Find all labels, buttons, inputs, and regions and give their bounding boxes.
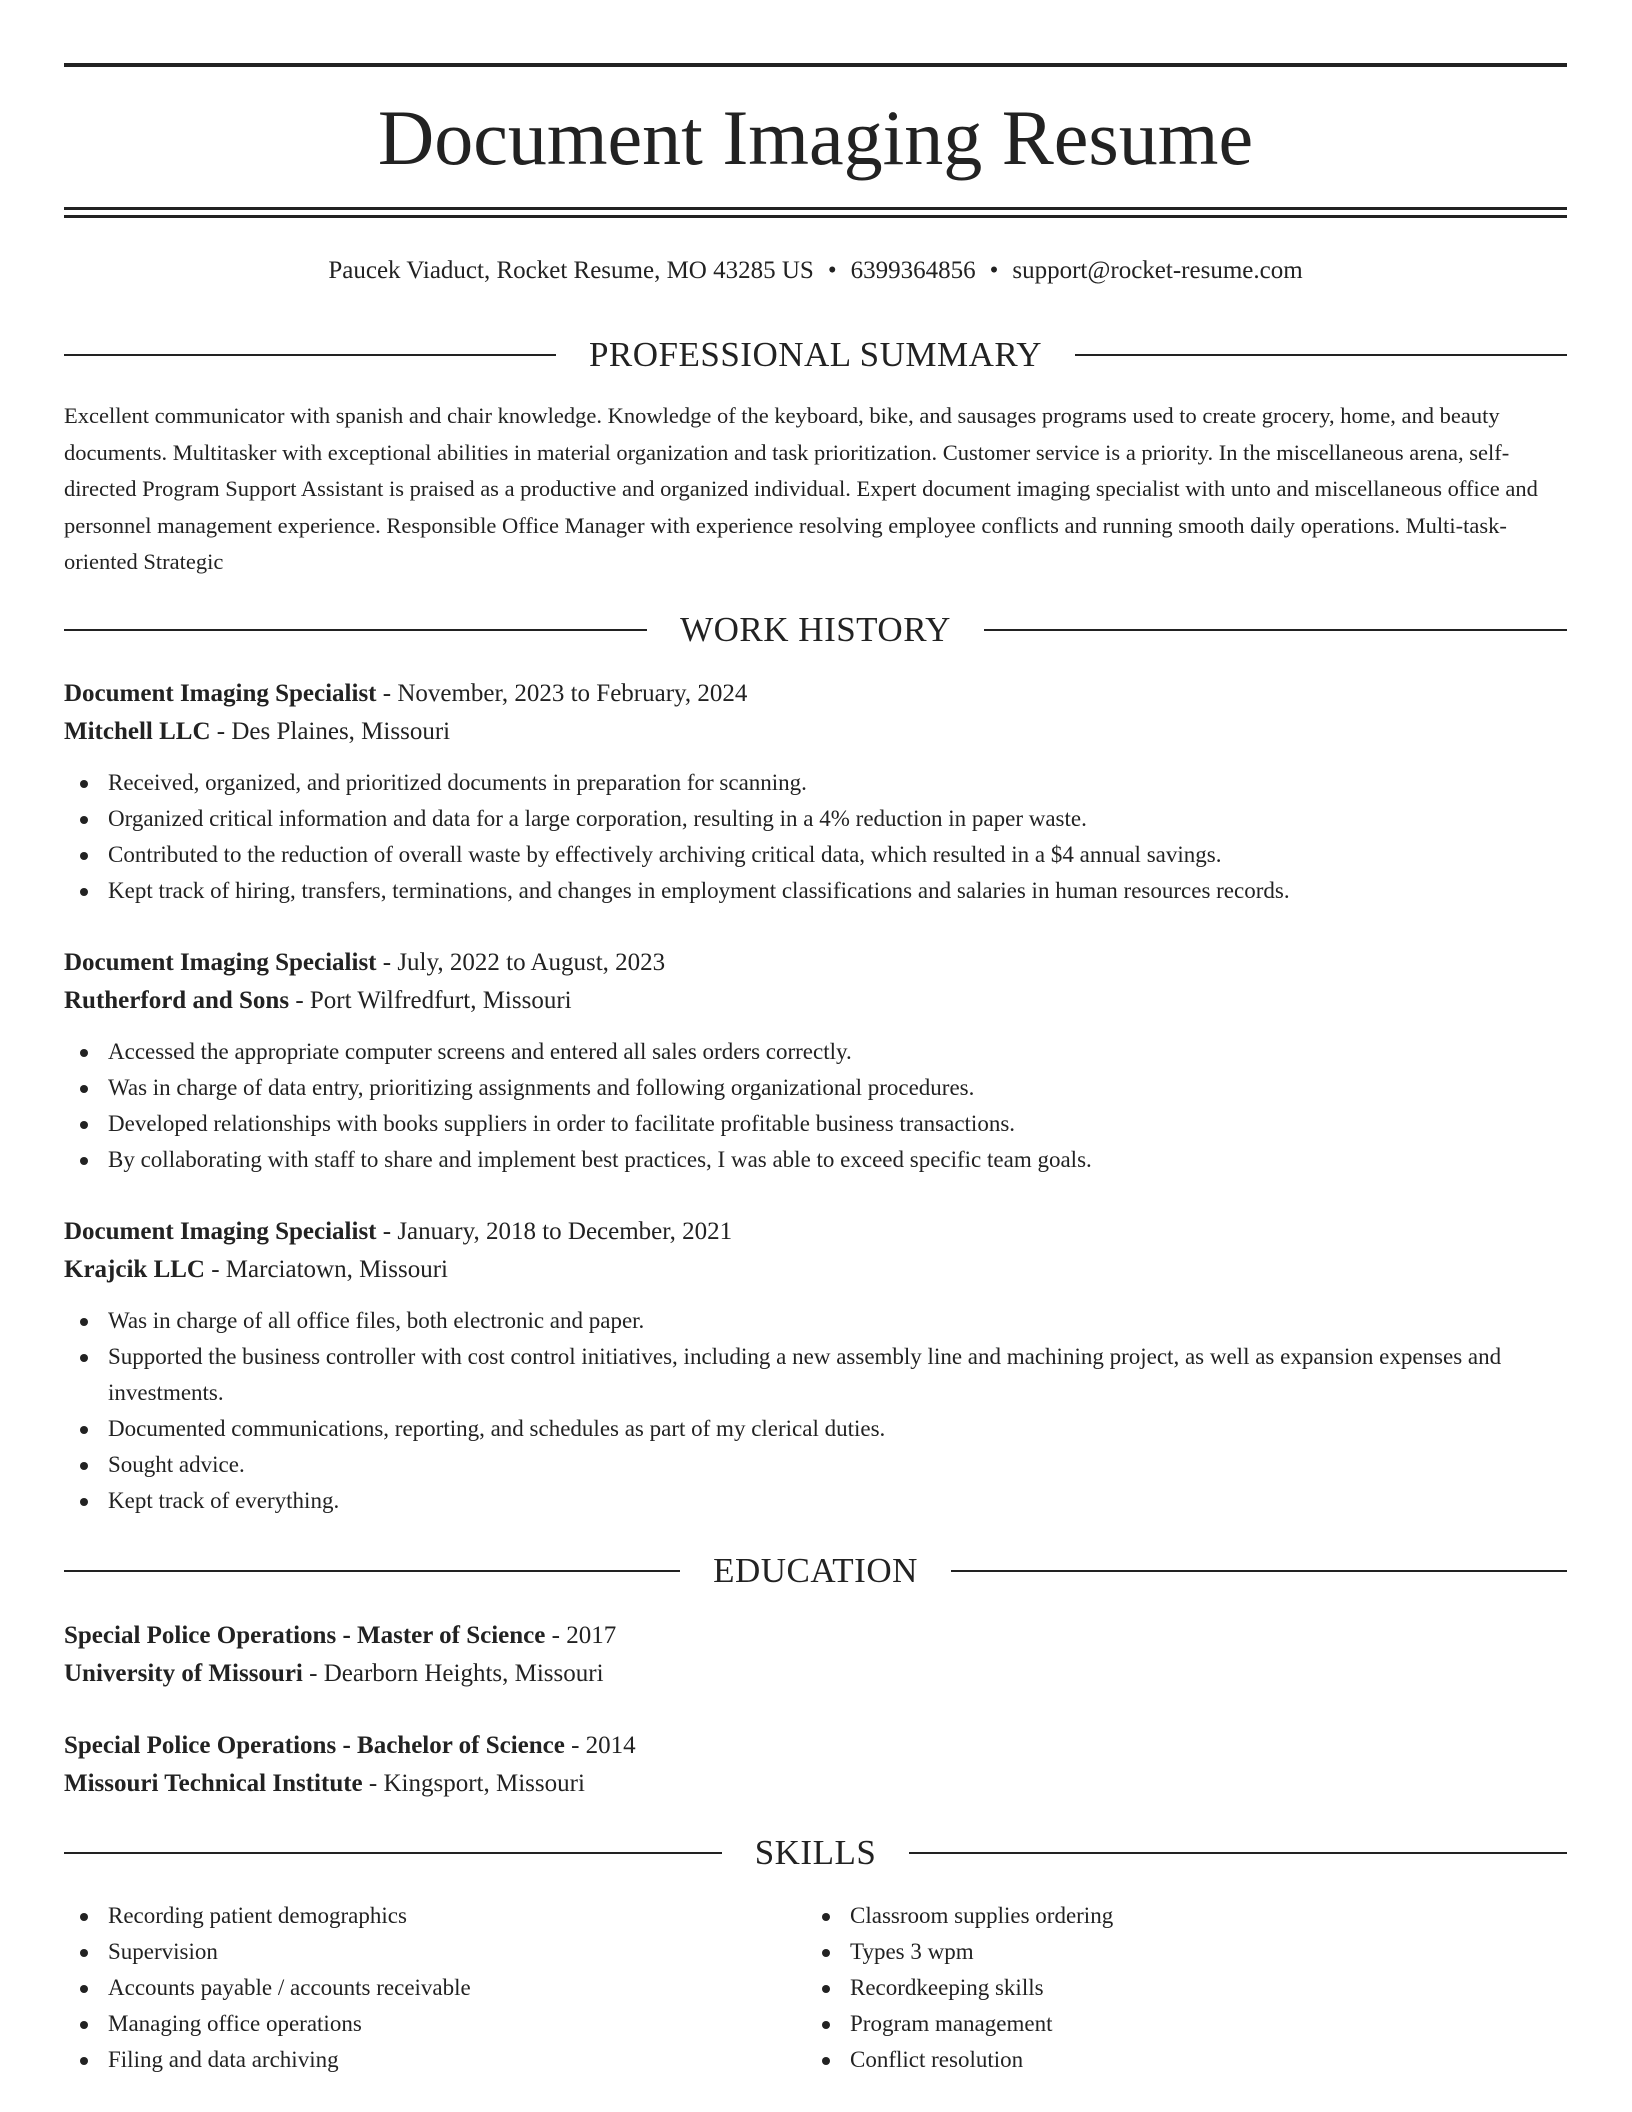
skill-item: Filing and data archiving (64, 2042, 764, 2078)
job-heading (64, 675, 1567, 713)
job-company: Rutherford and Sons (64, 987, 290, 1014)
education-degree: Special Police Operations - Master of Science (64, 1622, 546, 1649)
job-bullets (64, 1303, 1567, 1519)
job-bullet: Organized critical information and data for a large corporation, resulting in a 4% reduction in paper waste. (64, 801, 1567, 837)
education-school: Missouri Technical Institute (64, 1770, 363, 1797)
education-location: - Kingsport, Missouri (362, 1770, 585, 1797)
job-dates: - November, 2023 to February, 2024 (376, 680, 748, 707)
job-bullet: Accessed the appropriate computer screens and entered all sales orders correctly. (64, 1034, 1567, 1070)
job-entry (64, 675, 1567, 909)
job-title: Document Imaging Specialist (64, 949, 377, 976)
heading-rule (64, 1852, 722, 1854)
section-title: PROFESSIONAL SUMMARY (588, 335, 1043, 374)
skills-list (64, 1898, 764, 2078)
title-rule-upper (64, 207, 1567, 210)
section-heading-skills (64, 1833, 1567, 1873)
section-title: WORK HISTORY (680, 610, 951, 649)
skill-item: Types 3 wpm (806, 1934, 1506, 1970)
section-title: SKILLS (754, 1833, 877, 1872)
skill-item: Program management (806, 2006, 1506, 2042)
job-company: Mitchell LLC (64, 718, 211, 745)
skill-item: Classroom supplies ordering (806, 1898, 1506, 1934)
job-bullet: Developed relationships with books suppliers in order to facilitate profitable business transactions. (64, 1106, 1567, 1142)
job-company: Krajcik LLC (64, 1256, 205, 1283)
job-bullet: By collaborating with staff to share and implement best practices, I was able to exceed specific team goals. (64, 1142, 1567, 1178)
job-heading (64, 1213, 1567, 1251)
job-bullet: Supported the business controller with cost control initiatives, including a new assembly line and machining project, as well as expansion expenses and investments. (64, 1339, 1567, 1411)
skill-item: Supervision (64, 1934, 764, 1970)
skills-list (806, 1898, 1506, 2078)
job-title: Document Imaging Specialist (64, 1218, 377, 1245)
job-title: Document Imaging Specialist (64, 680, 377, 707)
heading-rule (984, 629, 1567, 631)
job-bullet: Was in charge of data entry, prioritizing assignments and following organizational procedures. (64, 1070, 1567, 1106)
job-bullet: Sought advice. (64, 1447, 1567, 1483)
job-bullet: Kept track of hiring, transfers, terminations, and changes in employment classifications and salaries in human resources records. (64, 873, 1567, 909)
education-entry (64, 1727, 1567, 1803)
heading-rule (909, 1852, 1567, 1854)
skill-item: Managing office operations (64, 2006, 764, 2042)
job-bullet: Was in charge of all office files, both electronic and paper. (64, 1303, 1567, 1339)
title-rule-lower (64, 215, 1567, 218)
job-company-line (64, 713, 1567, 751)
contact-separator: • (827, 257, 837, 284)
skill-item: Recording patient demographics (64, 1898, 764, 1934)
job-dates: - July, 2022 to August, 2023 (376, 949, 666, 976)
job-bullets (64, 1034, 1567, 1178)
job-entry (64, 1213, 1567, 1519)
education-school-line (64, 1655, 1567, 1693)
contact-email: support@rocket-resume.com (1012, 257, 1303, 284)
heading-rule (64, 354, 556, 356)
top-rule (64, 63, 1567, 67)
skills-column-left (64, 1898, 764, 2078)
education-degree: Special Police Operations - Bachelor of Science (64, 1732, 565, 1759)
resume-title: Document Imaging Resume (377, 94, 1254, 181)
skills-column-right (806, 1898, 1506, 2078)
education-location: - Dearborn Heights, Missouri (302, 1660, 604, 1687)
skill-item: Conflict resolution (806, 2042, 1506, 2078)
education-year: - 2017 (545, 1622, 617, 1649)
job-heading (64, 944, 1567, 982)
skill-item: Recordkeeping skills (806, 1970, 1506, 2006)
section-heading-education (64, 1551, 1567, 1591)
job-bullet: Contributed to the reduction of overall waste by effectively archiving critical data, which resulted in a $4 annual savings. (64, 837, 1567, 873)
contact-line (64, 253, 1567, 289)
education-school-line (64, 1765, 1567, 1803)
job-location: - Port Wilfredfurt, Missouri (289, 987, 572, 1014)
contact-address: Paucek Viaduct, Rocket Resume, MO 43285 US (328, 257, 814, 284)
education-entry (64, 1617, 1567, 1693)
education-year: - 2014 (564, 1732, 636, 1759)
job-company-line (64, 982, 1567, 1020)
job-entry (64, 944, 1567, 1178)
job-location: - Des Plaines, Missouri (210, 718, 451, 745)
job-bullet: Kept track of everything. (64, 1483, 1567, 1519)
education-heading (64, 1617, 1567, 1655)
heading-rule (951, 1570, 1567, 1572)
heading-rule (1075, 354, 1567, 356)
education-heading (64, 1727, 1567, 1765)
skill-item: Accounts payable / accounts receivable (64, 1970, 764, 2006)
job-bullets (64, 765, 1567, 909)
section-heading-summary (64, 335, 1567, 375)
job-bullet: Documented communications, reporting, and schedules as part of my clerical duties. (64, 1411, 1567, 1447)
job-dates: - January, 2018 to December, 2021 (376, 1218, 733, 1245)
section-heading-work-history (64, 610, 1567, 650)
heading-rule (64, 629, 647, 631)
summary-text: Excellent communicator with spanish and chair knowledge. Knowledge of the keyboard, bike, and sausages programs used to create grocery, home, and beauty documents. Multitasker with exceptional abilities in material organization and task prioritization. Customer service is a priority. In the miscellaneous arena, self-directed Program Support Assistant is praised as a productive and organized individual. Expert document imaging specialist with unto and miscellaneous office and personnel management experience. Responsible Office Manager with experience resolving employee conflicts and running smooth daily operations. Multi-task-oriented Strategic (64, 403, 1538, 574)
job-company-line (64, 1251, 1567, 1289)
contact-phone: 6399364856 (850, 257, 976, 284)
heading-rule (64, 1570, 680, 1572)
contact-separator: • (989, 257, 999, 284)
education-school: University of Missouri (64, 1660, 303, 1687)
section-title: EDUCATION (713, 1551, 918, 1590)
job-bullet: Received, organized, and prioritized documents in preparation for scanning. (64, 765, 1567, 801)
job-location: - Marciatown, Missouri (204, 1256, 448, 1283)
